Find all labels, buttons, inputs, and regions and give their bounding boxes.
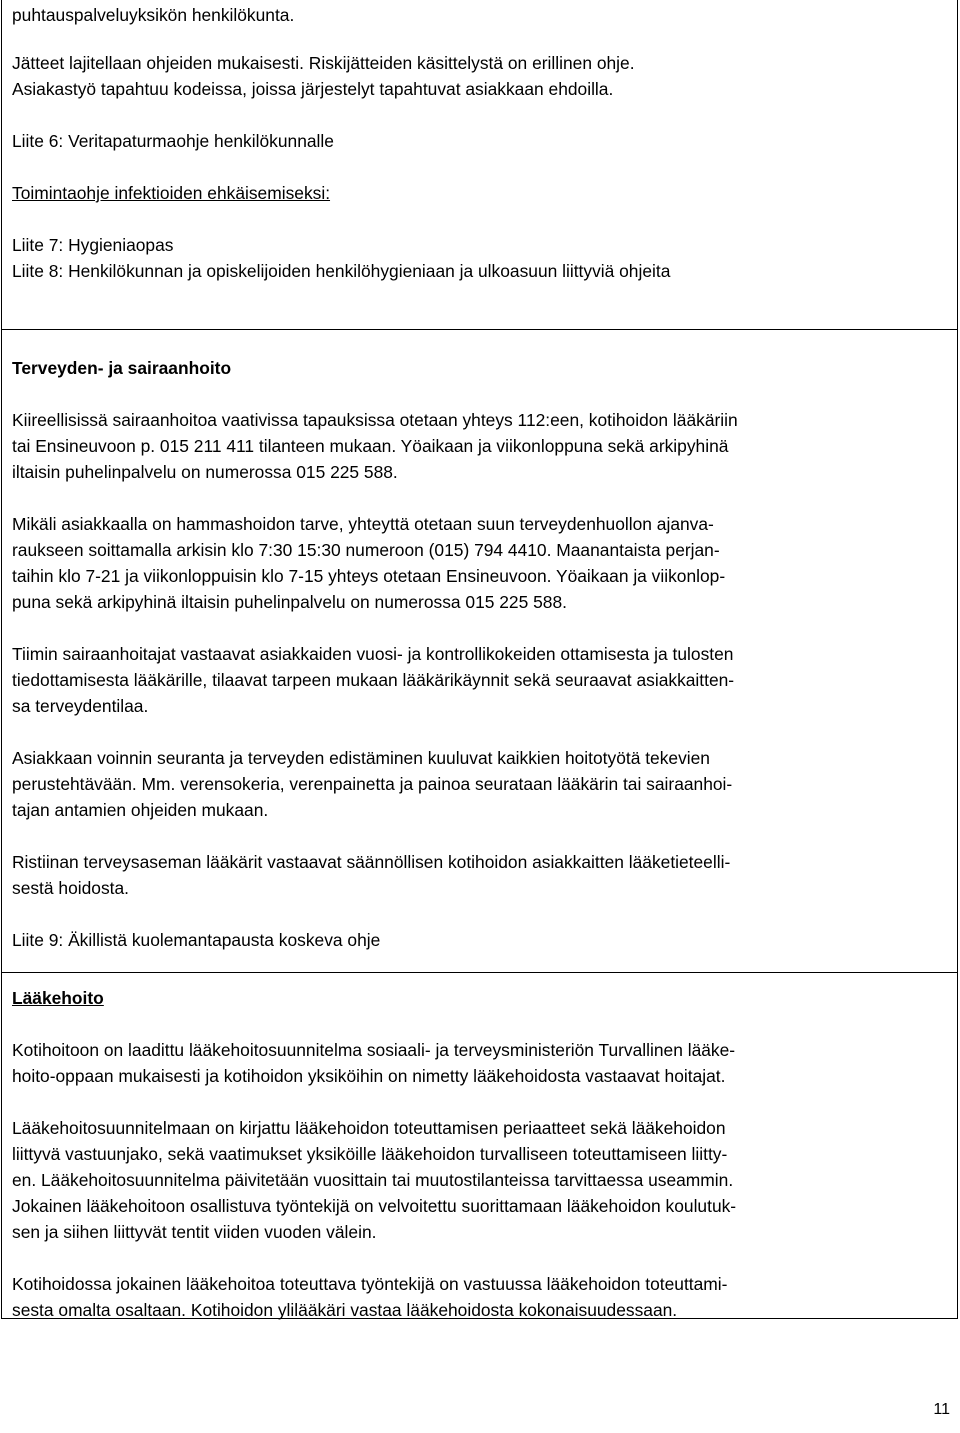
text-line: Kotihoitoon on laadittu lääkehoitosuunnitelma sosiaali- ja terveysministeriön Turvallinen lääke- <box>12 1040 736 1060</box>
text-line: Jokainen lääkehoitoon osallistuva työntekijä on velvoitettu suorittamaan lääkehoidon koulutuk- <box>12 1196 737 1216</box>
text-line: Asiakastyö tapahtuu kodeissa, joissa järjestelyt tapahtuvat asiakkaan ehdoilla. <box>12 79 614 99</box>
appendix-6: Liite 6: Veritapaturmaohje henkilökunnalle <box>12 131 334 151</box>
text-line: iltaisin puhelinpalvelu on numerossa 015 225 588. <box>12 462 398 482</box>
appendix-8: Liite 8: Henkilökunnan ja opiskelijoiden henkilöhygieniaan ja ulkoasuun liittyviä ohjeita <box>12 261 671 281</box>
text-line: sesta omalta osaltaan. Kotihoidon ylilääkäri vastaa lääkehoidosta kokonaisuudessaan. <box>12 1300 678 1320</box>
text-line: raukseen soittamalla arkisin klo 7:30 15:30 numeroon (015) 794 4410. Maanantaista perjan- <box>12 540 720 560</box>
text-line: Tiimin sairaanhoitajat vastaavat asiakkaiden vuosi- ja kontrollikokeiden ottamisesta ja tulosten <box>12 644 734 664</box>
text-line: tajan antamien ohjeiden mukaan. <box>12 800 269 820</box>
section-medication <box>2 973 957 1319</box>
text-line: Kiireellisissä sairaanhoitoa vaativissa tapauksissa otetaan yhteys 112:een, kotihoidon lääkäriin <box>12 410 738 430</box>
text-line: liittyvä vastuunjako, sekä vaatimukset yksiköille lääkehoidon turvalliseen toteuttamiseen liitty- <box>12 1144 728 1164</box>
text-line: Asiakkaan voinnin seuranta ja terveyden edistäminen kuuluvat kaikkien hoitotyötä tekevien <box>12 748 710 768</box>
text-line: Ristiinan terveysaseman lääkärit vastaavat säännöllisen kotihoidon asiakkaitten lääketieteelli- <box>12 852 731 872</box>
section-heading: Terveyden- ja sairaanhoito <box>12 358 232 378</box>
infection-heading: Toimintaohje infektioiden ehkäisemiseksi: <box>12 183 331 203</box>
text-line: puna sekä arkipyhinä iltaisin puhelinpalvelu on numerossa 015 225 588. <box>12 592 567 612</box>
text-line: tiedottamisesta lääkärille, tilaavat tarpeen mukaan lääkärikäynnit sekä seuraavat asiakkaitten- <box>12 670 735 690</box>
text-line: sen ja siihen liittyvät tentit viiden vuoden välein. <box>12 1222 377 1242</box>
text-line: perustehtävään. Mm. verensokeria, verenpainetta ja painoa seurataan lääkärin tai sairaanhoi- <box>12 774 733 794</box>
text-line: puhtauspalveluyksikön henkilökunta. <box>12 5 295 25</box>
text-line: sestä hoidosta. <box>12 878 129 898</box>
section-hygiene <box>2 0 957 330</box>
text-line: Mikäli asiakkaalla on hammashoidon tarve, yhteyttä otetaan suun terveydenhuollon ajanva- <box>12 514 714 534</box>
section-heading: Lääkehoito <box>12 988 104 1008</box>
appendix-9: Liite 9: Äkillistä kuolemantapausta koskeva ohje <box>12 930 381 950</box>
text-line: hoito-oppaan mukaisesti ja kotihoidon yksiköihin on nimetty lääkehoidosta vastaavat hoitajat. <box>12 1066 726 1086</box>
text-line: Kotihoidossa jokainen lääkehoitoa toteuttava työntekijä on vastuussa lääkehoidon toteuttami- <box>12 1274 728 1294</box>
page-number: 11 <box>933 1401 950 1418</box>
document-table <box>1 0 958 1319</box>
text-line: en. Lääkehoitosuunnitelma päivitetään vuosittain tai muutostilanteissa tarvittaessa useammin. <box>12 1170 734 1190</box>
text-line: tai Ensineuvoon p. 015 211 411 tilanteen mukaan. Yöaikaan ja viikonloppuna sekä arkipyhinä <box>12 436 729 456</box>
text-line: Jätteet lajitellaan ohjeiden mukaisesti. Riskijätteiden käsittelystä on erillinen ohje. <box>12 53 635 73</box>
section-health-care <box>2 330 957 973</box>
text-line: Lääkehoitosuunnitelmaan on kirjattu lääkehoidon toteuttamisen periaatteet sekä lääkehoidon <box>12 1118 726 1138</box>
text-line: taihin klo 7-21 ja viikonloppuisin klo 7-15 yhteys otetaan Ensineuvoon. Yöaikaan ja viikonlop- <box>12 566 726 586</box>
appendix-7: Liite 7: Hygieniaopas <box>12 235 174 255</box>
text-line: sa terveydentilaa. <box>12 696 149 716</box>
